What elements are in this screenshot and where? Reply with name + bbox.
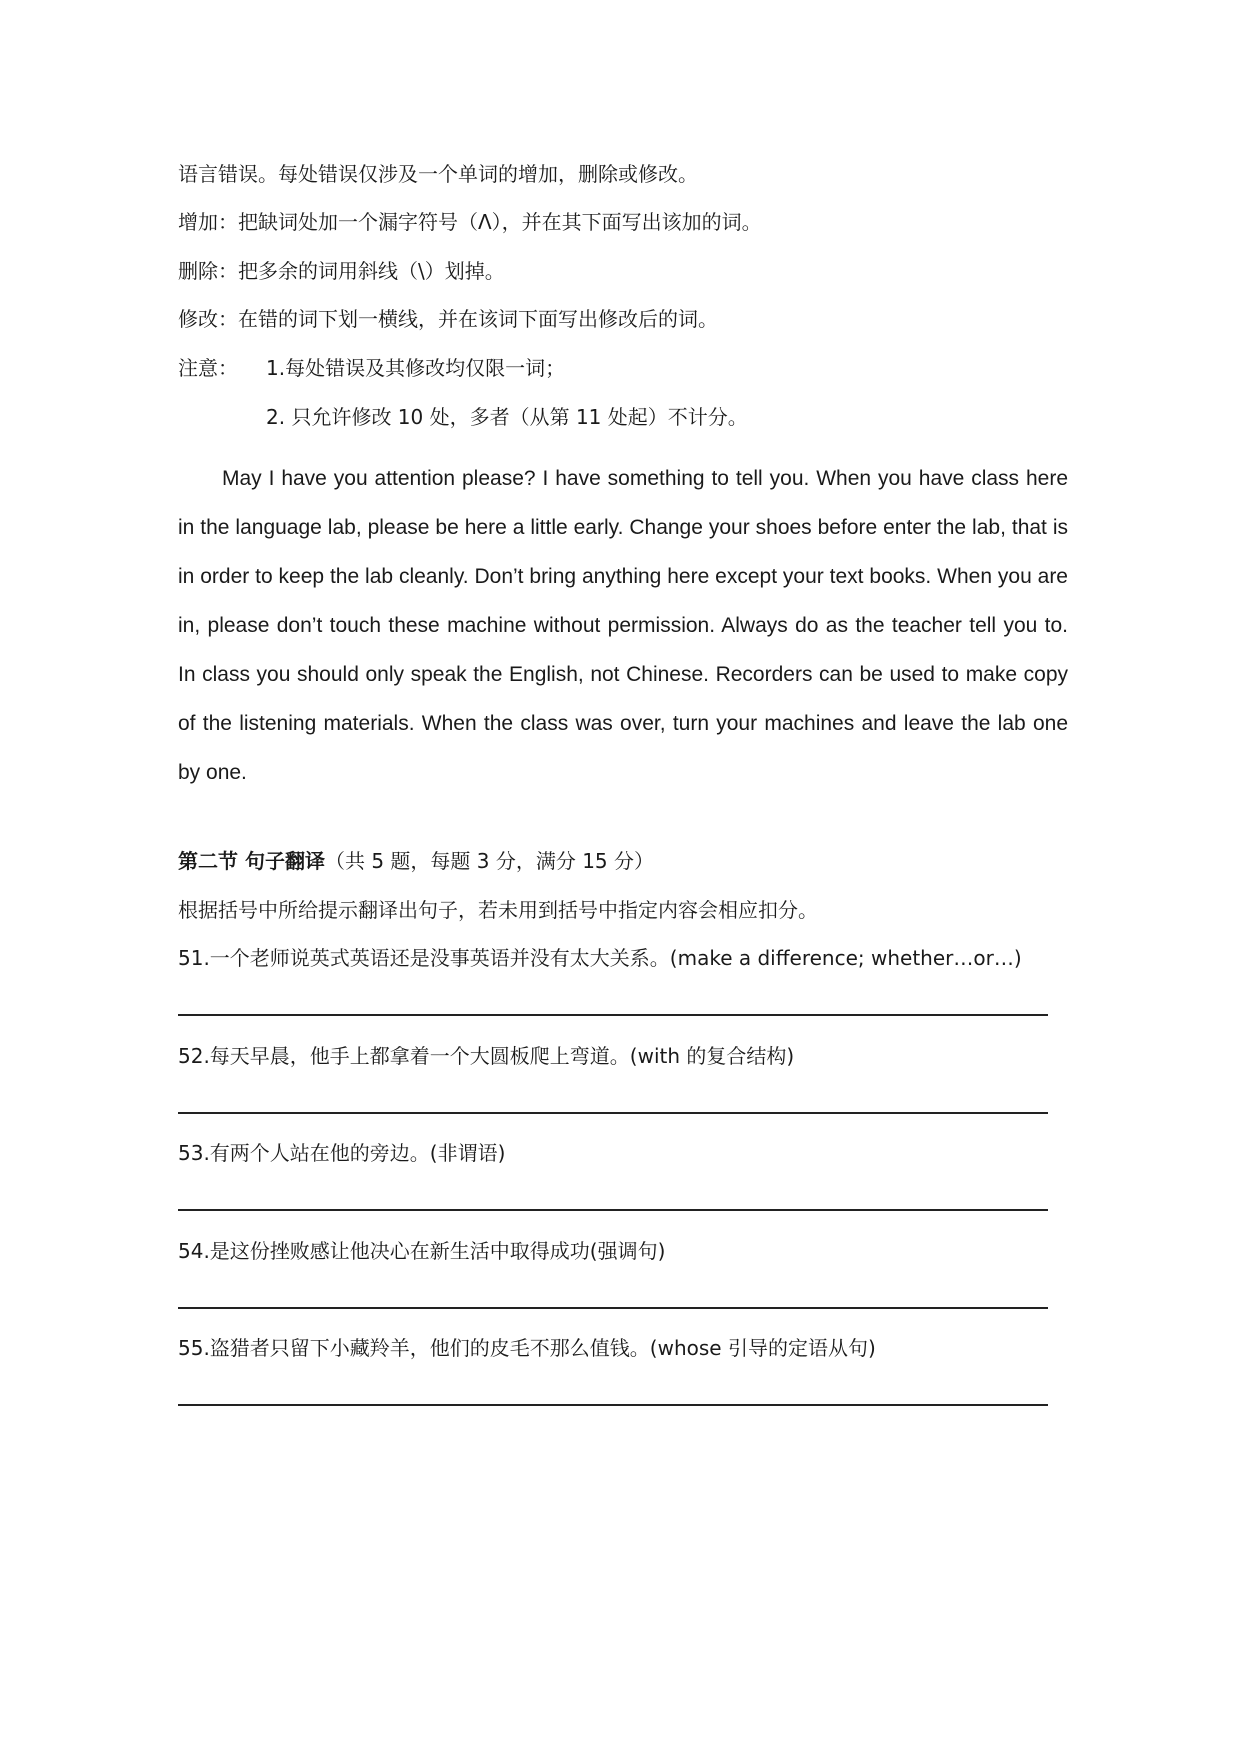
note-item-2: 2. 只允许修改 10 处，多者（从第 11 处起）不计分。 xyxy=(266,405,748,429)
question-55: 55.盗猎者只留下小藏羚羊，他们的皮毛不那么值钱。(whose 引导的定语从句) xyxy=(178,1336,876,1360)
error-correction-passage: May I have you attention please? I have something to tell you. When you have class here in the language lab, please be here a little early. Change your shoes before enter the lab, that is in order to keep the lab cleanly. Don’t bring anything here except your text books. When you are in, please don’t touch these machine without permission. Always do as the teacher tell you to. In class you should only speak the English, not Chinese. Recorders can be used to make copy of the listening materials. When the class was over, turn your machines and leave the lab one by one. xyxy=(178,467,1068,784)
question-54: 54.是这份挫败感让他决心在新生活中取得成功(强调句) xyxy=(178,1239,666,1263)
instruction-line-modify: 修改：在错的词下划一横线，并在该词下面写出修改后的词。 xyxy=(178,307,718,331)
question-53: 53.有两个人站在他的旁边。(非谓语) xyxy=(178,1141,506,1165)
answer-line-54[interactable] xyxy=(178,1307,1048,1309)
note-label: 注意： xyxy=(178,356,238,380)
instruction-line-1: 语言错误。每处错误仅涉及一个单词的增加，删除或修改。 xyxy=(178,162,698,186)
section-2-scoring: （共 5 题，每题 3 分，满分 15 分） xyxy=(324,849,655,873)
answer-line-52[interactable] xyxy=(178,1112,1048,1114)
answer-line-53[interactable] xyxy=(178,1209,1048,1211)
section-2-heading xyxy=(178,847,654,875)
answer-line-51[interactable] xyxy=(178,1014,1048,1016)
question-52: 52.每天早晨，他手上都拿着一个大圆板爬上弯道。(with 的复合结构) xyxy=(178,1044,795,1068)
instruction-line-delete: 删除：把多余的词用斜线（\）划掉。 xyxy=(178,259,505,283)
instruction-line-add: 增加：把缺词处加一个漏字符号（Λ），并在其下面写出该加的词。 xyxy=(178,210,762,234)
section-2-instruction: 根据括号中所给提示翻译出句子，若未用到括号中指定内容会相应扣分。 xyxy=(178,898,818,922)
question-51: 51.一个老师说英式英语还是没事英语并没有太大关系。(make a difference; whether…or…) xyxy=(178,946,1022,970)
answer-line-55[interactable] xyxy=(178,1404,1048,1406)
note-item-1: 1.每处错误及其修改均仅限一词； xyxy=(266,356,566,380)
section-2-title: 第二节 句子翻译 xyxy=(178,849,325,873)
